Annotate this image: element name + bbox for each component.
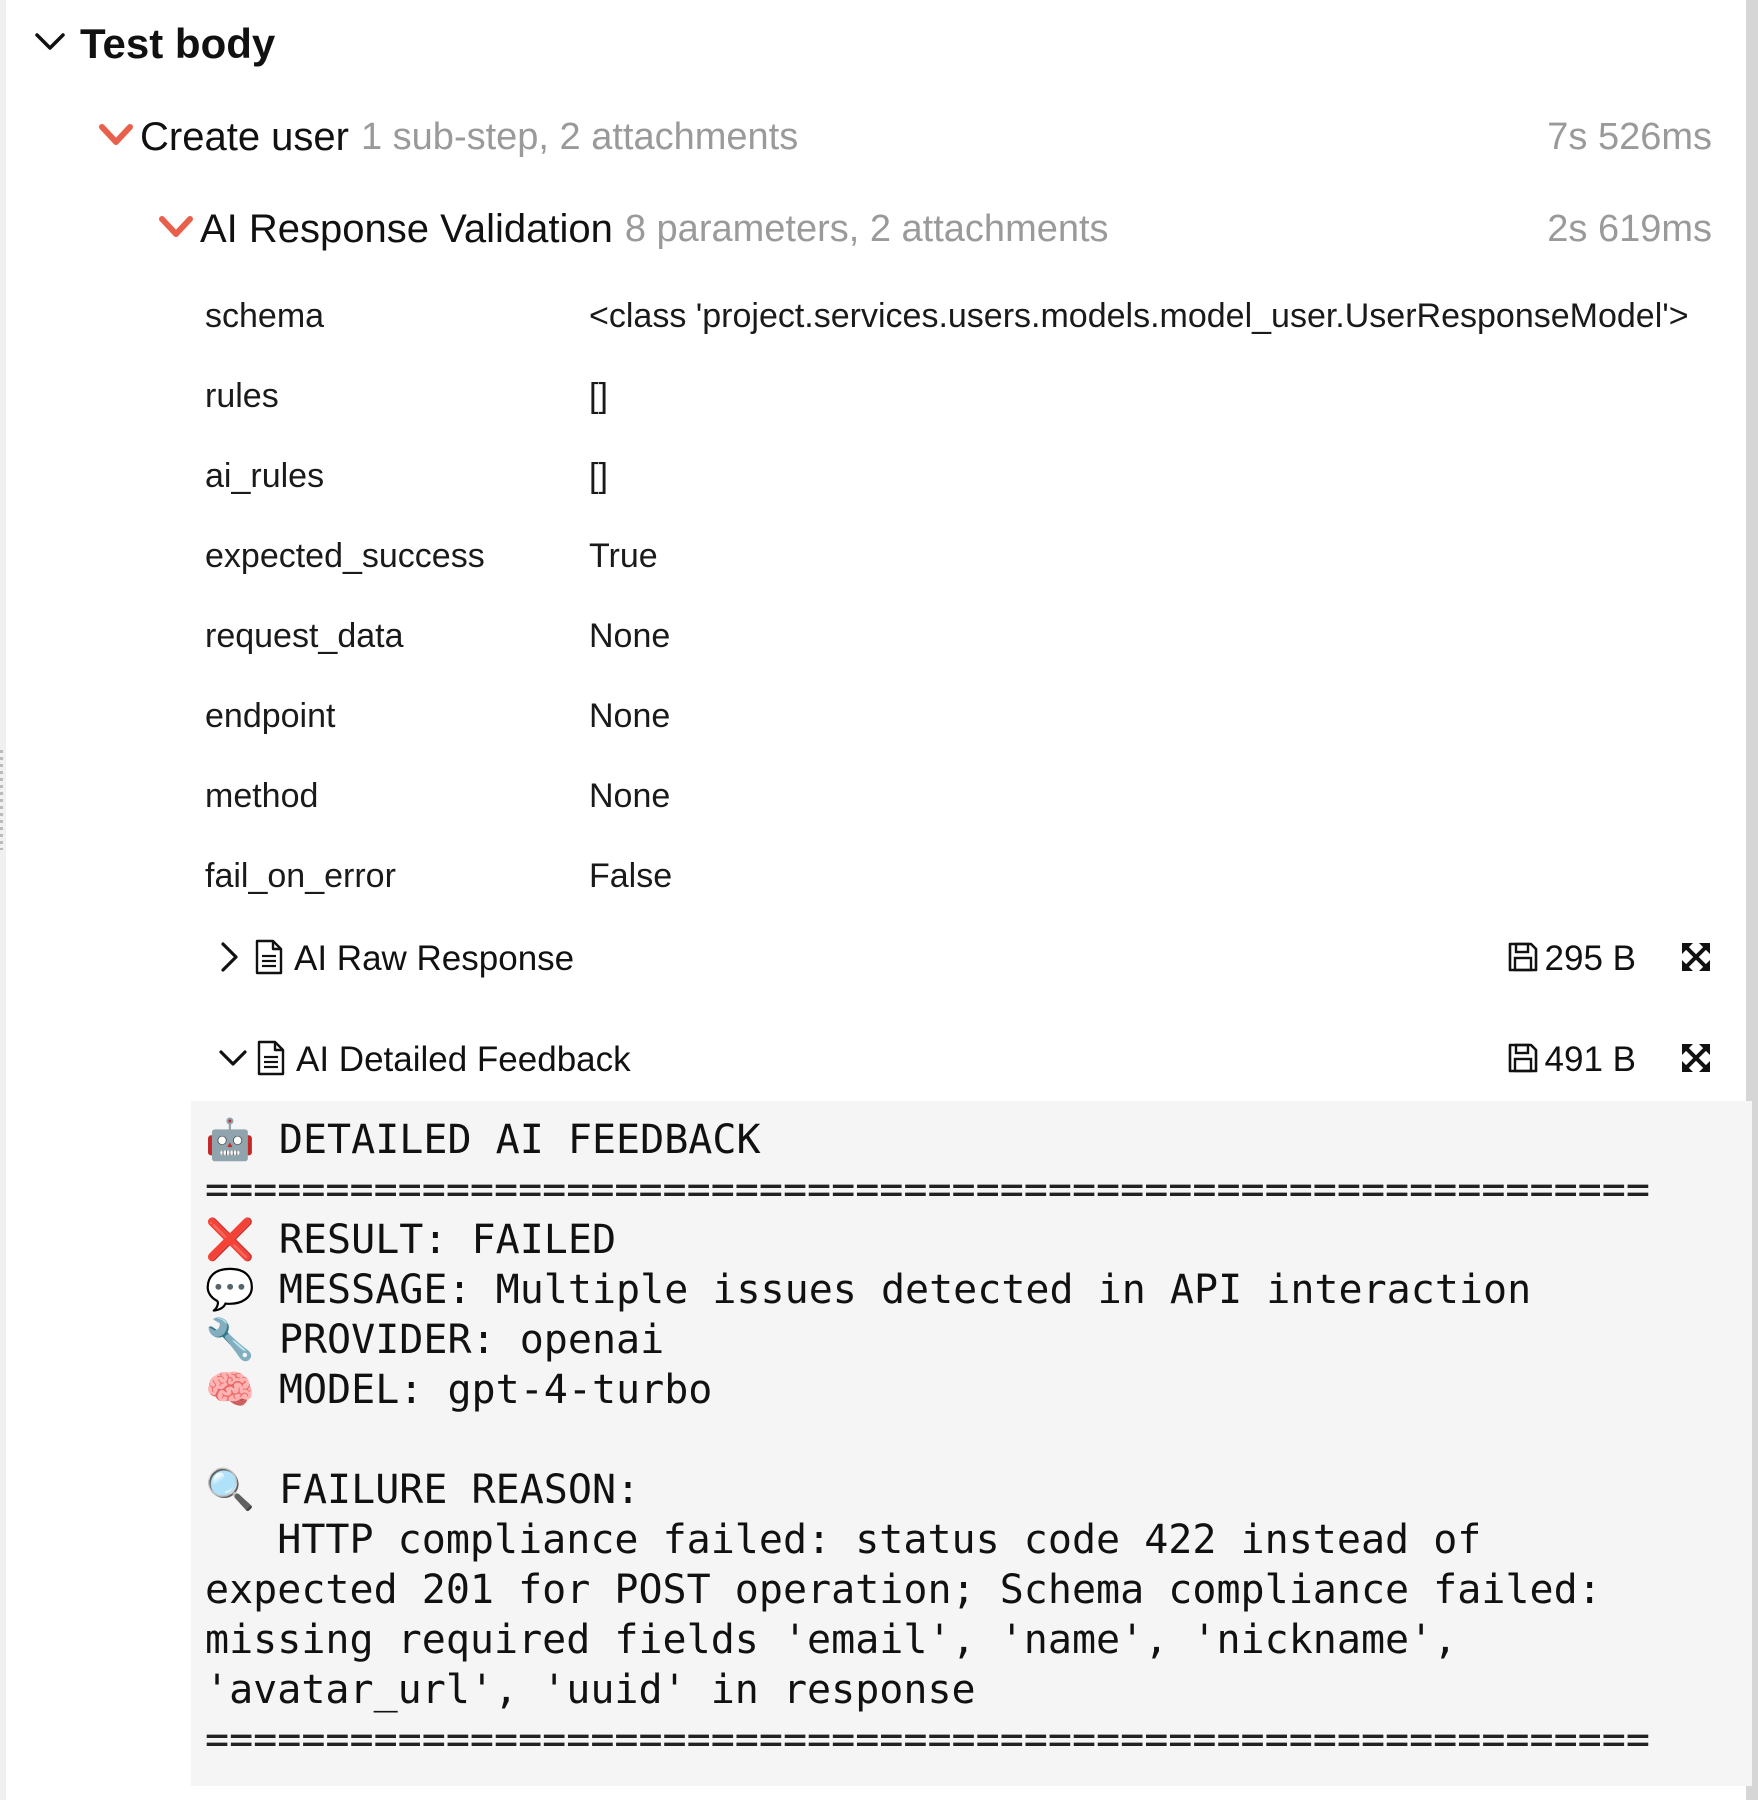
test-body-panel [6,0,1746,1800]
parameter-value: [] [589,376,608,415]
feedback-separator-end: ============================================================ [205,1717,1650,1763]
fullscreen-expand-icon[interactable] [1680,941,1712,978]
failed-chevron-icon[interactable] [98,122,134,153]
attachment-ai-raw-response[interactable] [218,919,1712,999]
feedback-failure-text: HTTP compliance failed: status code 422 instead of expected 201 for POST operation; Schema compliance failed: missing required fields 'email', 'name', 'nickname', 'avatar_url', 'uuid' in response [205,1517,1626,1713]
parameter-name: expected_success [205,536,485,575]
parameter-value: None [589,776,671,815]
parameter-value: [] [589,456,608,495]
step-meta: 8 parameters, 2 attachments [624,207,1109,250]
chevron-right-icon[interactable] [218,941,240,978]
parameters-table [205,276,1705,916]
step-title: Create user [140,114,349,159]
step-meta: 1 sub-step, 2 attachments [360,115,799,158]
document-icon [254,939,284,980]
parameter-row [205,516,1705,596]
parameter-value: False [589,856,673,895]
feedback-provider: 🔧 PROVIDER: openai [205,1317,665,1363]
step-title: AI Response Validation [200,206,613,251]
parameter-name: endpoint [205,696,336,735]
step-duration: 7s 526ms [1547,115,1712,158]
attachment-name: AI Raw Response [294,939,575,978]
parameter-name: request_data [205,616,404,655]
parameter-row [205,436,1705,516]
parameter-name: rules [205,376,279,415]
feedback-header: 🤖 DETAILED AI FEEDBACK [205,1117,761,1163]
attachment-size: 295 B [1544,939,1636,978]
fullscreen-expand-icon[interactable] [1680,1042,1712,1079]
attachment-ai-detailed-feedback[interactable] [218,1020,1712,1100]
failed-chevron-icon[interactable] [158,214,194,245]
attachment-content [191,1101,1752,1786]
chevron-down-icon[interactable] [34,32,66,57]
step-ai-response-validation[interactable] [158,194,1712,264]
parameter-value: None [589,696,671,735]
parameter-row [205,756,1705,836]
section-title: Test body [80,20,276,67]
attachment-name: AI Detailed Feedback [296,1040,631,1079]
feedback-result: ❌ RESULT: FAILED [205,1217,617,1263]
chevron-down-icon[interactable] [218,1047,248,1074]
parameter-name: schema [205,296,325,335]
attachment-size-group [1507,939,1636,979]
parameter-name: method [205,776,319,815]
parameter-row [205,676,1705,756]
parameter-row [205,356,1705,436]
feedback-blank-line [191,1415,1752,1465]
feedback-separator: ============================================================ [205,1167,1650,1213]
resize-handle[interactable] [0,750,3,850]
parameter-value: True [589,536,658,575]
parameter-name: fail_on_error [205,856,396,895]
feedback-message: 💬 MESSAGE: Multiple issues detected in API interaction [205,1267,1532,1313]
parameter-row [205,276,1705,356]
feedback-model: 🧠 MODEL: gpt-4-turbo [205,1367,713,1413]
document-icon [256,1040,286,1081]
floppy-disk-icon [1507,941,1539,978]
parameter-value: None [589,616,671,655]
section-header-test-body[interactable] [34,14,275,74]
parameter-value: <class 'project.services.users.models.model_user.UserResponseModel'> [589,296,1689,335]
attachment-size: 491 B [1544,1040,1636,1079]
attachment-size-group [1507,1040,1636,1080]
feedback-failure-label: 🔍 FAILURE REASON: [205,1467,641,1513]
floppy-disk-icon [1507,1042,1539,1079]
parameter-row [205,596,1705,676]
parameter-row [205,836,1705,916]
step-duration: 2s 619ms [1547,207,1712,250]
parameter-name: ai_rules [205,456,325,495]
step-create-user[interactable] [98,102,1712,172]
